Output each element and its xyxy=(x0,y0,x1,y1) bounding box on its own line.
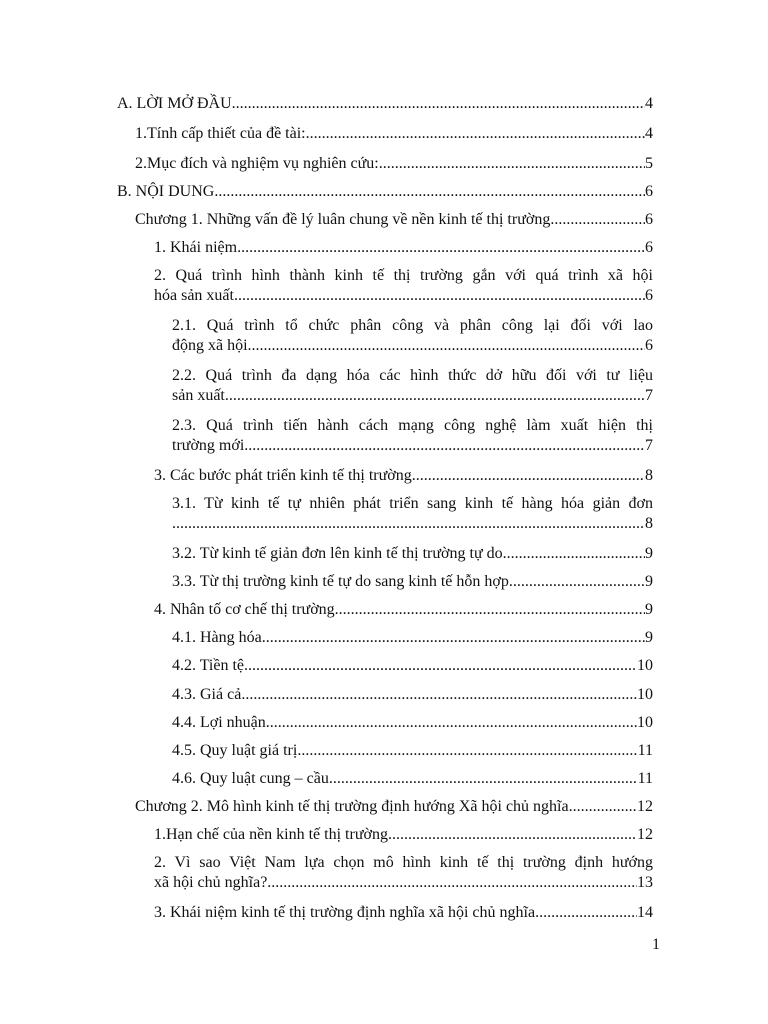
toc-entry-4-5[interactable]: 4.5. Quy luật giá trị ..... 11 xyxy=(172,741,653,761)
page-number: 1 xyxy=(652,936,660,953)
toc-entry-4-4[interactable]: 4.4. Lợi nhuận ..... 10 xyxy=(172,713,653,733)
toc-entry-qua-trinh-hinh-thanh[interactable]: 2. Quá trình hình thành kinh tế thị trường gắn với quá trình xã hội hóa sản xuất ..... 6 xyxy=(154,266,653,306)
toc-entry-4-1[interactable]: 4.1. Hàng hóa ..... 9 xyxy=(172,628,653,648)
toc-entry-loi-mo-dau[interactable]: A. LỜI MỞ ĐẦU ..... 4 xyxy=(117,94,653,114)
toc-entry-3-3[interactable]: 3.3. Từ thị trường kinh tế tự do sang kinh tế hỗn hợp ..... 9 xyxy=(172,572,653,592)
toc-entry-cac-buoc[interactable]: 3. Các bước phát triển kinh tế thị trường ..... 8 xyxy=(154,466,653,486)
toc-entry-han-che[interactable]: 1.Hạn chế của nền kinh tế thị trường ..... 12 xyxy=(154,825,653,845)
toc-entry-4-6[interactable]: 4.6. Quy luật cung – cầu ..... 11 xyxy=(172,769,653,789)
toc-entry-muc-dich[interactable]: 2.Mục đích và nghiệm vụ nghiên cứu: ..... 5 xyxy=(135,154,653,174)
toc-entry-chuong-1[interactable]: Chương 1. Những vấn đề lý luân chung về nền kinh tế thị trường ..... 6 xyxy=(135,210,653,230)
toc-entry-noi-dung[interactable]: B. NỘI DUNG ..... 6 xyxy=(117,182,653,202)
toc-entry-khai-niem-ktttdhxhcn[interactable]: 3. Khái niệm kinh tế thị trường định nghĩa xã hội chủ nghĩa ..... 14 xyxy=(154,903,653,923)
toc-entry-4-2[interactable]: 4.2. Tiền tệ ..... 10 xyxy=(172,656,653,676)
toc-entry-chuong-2[interactable]: Chương 2. Mô hình kinh tế thị trường định hướng Xã hội chủ nghĩa ..... 12 xyxy=(135,797,653,817)
toc-entry-2-2[interactable]: 2.2. Quá trình đa dạng hóa các hình thức dở hữu đối với tư liệu sản xuất ..... 7 xyxy=(172,366,653,406)
toc-entry-2-1[interactable]: 2.1. Quá trình tổ chức phân công và phân công lại đối với lao động xã hội ..... 6 xyxy=(172,316,653,356)
toc-entry-3-1[interactable]: 3.1. Từ kinh tế tự nhiên phát triển sang kinh tế hàng hóa giản đơn ..... 8 xyxy=(172,494,653,534)
toc-entry-tinh-cap-thiet[interactable]: 1.Tính cấp thiết của đề tài: ..... 4 xyxy=(135,124,653,144)
toc-entry-vi-sao[interactable]: 2. Vì sao Việt Nam lựa chọn mô hình kinh tế thị trường định hướng xã hội chủ nghĩa? ..... 13 xyxy=(154,853,653,893)
toc-entry-nhan-to[interactable]: 4. Nhân tố cơ chế thị trường ..... 9 xyxy=(154,600,653,620)
toc-entry-3-2[interactable]: 3.2. Từ kinh tế giản đơn lên kinh tế thị trường tự do ..... 9 xyxy=(172,544,653,564)
toc-entry-4-3[interactable]: 4.3. Giá cả ..... 10 xyxy=(172,685,653,705)
toc-entry-2-3[interactable]: 2.3. Quá trình tiến hành cách mạng công nghệ làm xuất hiện thị trường mới ..... 7 xyxy=(172,416,653,456)
toc-entry-khai-niem[interactable]: 1. Khái niệm ..... 6 xyxy=(154,238,653,258)
